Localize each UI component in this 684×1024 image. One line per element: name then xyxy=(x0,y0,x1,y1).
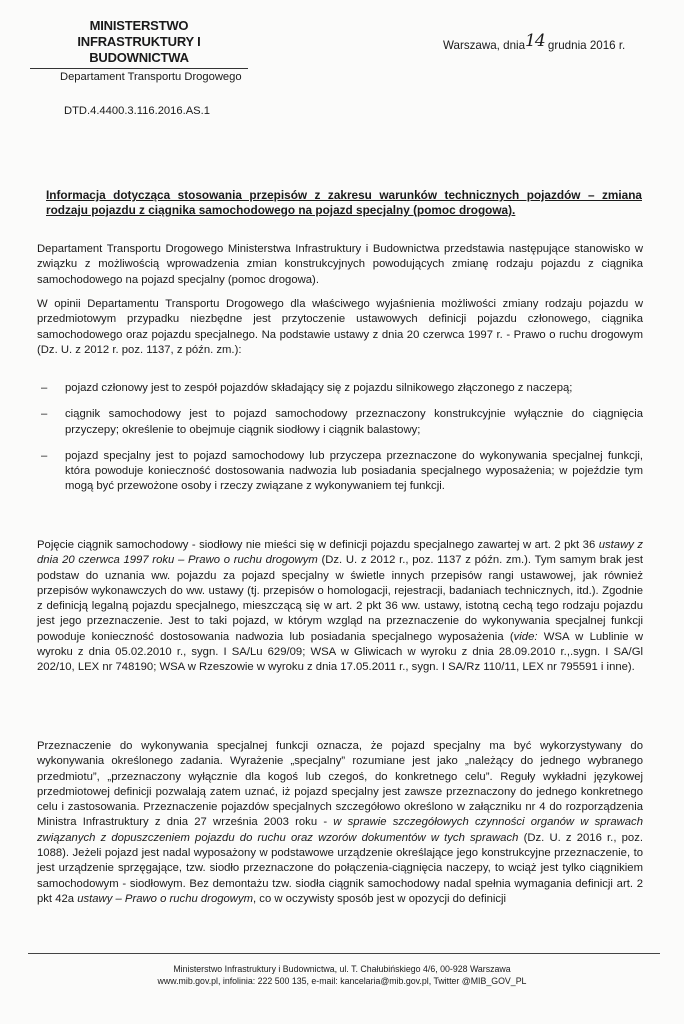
list-item xyxy=(37,407,643,438)
text-run: Pojęcie ciągnik samochodowy - siodłowy nie mieści się w definicji pojazdu specjalnego zawartej w art. 2 pkt 36 xyxy=(37,539,599,551)
document-title: Informacja dotycząca stosowania przepisów z zakresu warunków technicznych pojazdów – zmiana rodzaju pojazdu z ciągnika samochodowego na pojazd specjalny (pomoc drogowa). xyxy=(46,188,642,217)
text-run: (Dz. U. z 2016 r., poz. 1088). Jeżeli pojazd jest nadal wyposażony w podstawowe urządzenie określające jego konstrukcyjne przeznaczenie, to jest urządzenie sprzęgające, tzw. siodło przeznaczone do połączenia-ciągnięcia naczepy, to wciąż jest tylko ciągnikiem samochodowym - siodłowym. Bez demontażu tzw. siodła ciągnik samochodowy nadal spełnia wymagania definicji art. 2 pkt 42a xyxy=(37,831,643,905)
text-run: , co w oczywisty sposób jest w opozycji do definicji xyxy=(253,892,507,905)
list-item xyxy=(37,381,643,396)
page-footer xyxy=(0,963,684,987)
paragraph-tractor-concept xyxy=(37,538,643,676)
definition-text: pojazd członowy jest to zespół pojazdów składający się z pojazdu silnikowego złączonego z naczepą; xyxy=(65,382,573,394)
italic-citation: ustawy – Prawo o ruchu drogowym xyxy=(77,892,254,905)
footer-divider xyxy=(28,953,660,954)
italic-citation: ustawy z dnia 20 czerwca 1997 roku – Prawo o ruchu drogowym xyxy=(37,539,643,567)
list-item xyxy=(37,449,643,495)
text-run: Przeznaczenie do wykonywania specjalnej funkcji oznacza, że pojazd specjalny ma być wykorzystywany do wykonywania określonego zadania. Wyrażenie „specjalny” rozumiane jest jako „należący do jednego wybranego przedmiotu”, „przeznaczony wyłącznie dla kogoś lub czegoś, do konkretnego celu”. Reguły wykładni językowej przedmiotowej definicji pozwalają zatem uznać, iż pojazd specjalny jest zawsze przeznaczony do jednego konkretnego celu i zastosowania. Przeznaczenie pojazdów specjalnych szczegółowo określono w załączniku nr 4 do rozporządzenia Ministra Infrastruktury z dnia 27 września 2003 roku - xyxy=(37,740,643,829)
definitions-list xyxy=(37,381,643,506)
definition-text: pojazd specjalny jest to pojazd samochodowy lub przyczepa przeznaczone do wykonywania specjalnej funkcji, która powoduje konieczność dostosowania nadwozia lub posiadania specjalnego wyposażenia; w pojeździe tym mogą być przewożone osoby i rzeczy związane z wykonywaniem tej funkcji. xyxy=(65,449,643,493)
ministry-letterhead xyxy=(30,18,248,69)
document-date xyxy=(443,31,626,54)
dash-bullet: – xyxy=(41,382,48,394)
footer-address: Ministerstwo Infrastruktury i Budownictwa, ul. T. Chałubińskiego 4/6, 00-928 Warszawa xyxy=(173,964,511,974)
italic-vide: vide: xyxy=(513,630,538,643)
footer-contact: www.mib.gov.pl, infolinia: 222 500 135, e-mail: kancelaria@mib.gov.pl, Twitter @MIB_GOV_PL xyxy=(157,976,527,986)
date-suffix: grudnia 2016 r. xyxy=(547,39,626,52)
dash-bullet: – xyxy=(41,449,48,462)
department-name: Departament Transportu Drogowego xyxy=(60,71,242,83)
dash-bullet: – xyxy=(41,408,48,421)
text-run: WSA w Lublinie w wyroku z dnia 05.02.2010 r., sygn. I SA/Lu 629/09; WSA w Gliwicach w wyroku z dnia 28.09.2010 r.,.sygn. I SA/Gl 202/10, LEX nr 748190; WSA w Rzeszowie w wyroku z dnia 17.05.2011 r., sygn. I SA/Rz 110/11, LEX nr 795591 i inne). xyxy=(37,630,643,674)
letterhead-divider xyxy=(30,68,248,69)
ministry-name-line1: MINISTERSTWO xyxy=(89,18,189,33)
definition-text: ciągnik samochodowy jest to pojazd samochodowy przeznaczony konstrukcyjnie wyłącznie do ciągnięcia przyczepy; określenie to obejmuje ciągnik siodłowy i ciągnik balastowy; xyxy=(65,408,643,436)
text-run: (Dz. U. z 2012 r., poz. 1137 z późn. zm.). Tym samym brak jest podstaw do uznania ww. pojazdu za pojazd specjalny w świetle innych przepisów rangi ustawowej, jak również przepisów wykonawczych do ww. ustawy (tj. przepisów o homologacji, rejestracji, badaniach technicznych, itd.). Zgodnie z definicją legalną pojazdu specjalnego, mieszczącą się w art. 2 pkt 36 ww. ustawy, istotną cechą tego rodzaju pojazdu jest jego przeznaczenie. Jest to taki pojazd, w którym wzgląd na przeznaczenie do wykonywania specjalnej funkcji powoduje konieczność dostosowania nadwozia lub posiadania specjalnego wyposażenia ( xyxy=(37,554,643,643)
paragraph-intro: Departament Transportu Drogowego Ministerstwa Infrastruktury i Budownictwa przedstawia następujące stanowisko w związku z możliwością wprowadzenia zmian konstrukcyjnych powodujących zmianę rodzaju pojazdu z ciągnika samochodowego na pojazd specjalny (pomoc drogowa). xyxy=(37,243,643,286)
italic-citation: w sprawie szczegółowych czynności organów w sprawach związanych z dopuszczeniem pojazdu do ruchu oraz wzorów dokumentów w tych sprawach xyxy=(37,816,643,844)
paragraph-opinion: W opinii Departamentu Transportu Drogowego dla właściwego wyjaśnienia możliwości zmiany rodzaju pojazdu w przedmiotowym przypadku niezbędne jest przytoczenie ustawowych definicji pojazdu członowego, ciągnika samochodowego oraz pojazdu specjalnego. Na podstawie ustawy z dnia 20 czerwca 1997 r. - Prawo o ruchu drogowym (Dz. U. z 2012 r. poz. 1137, z późn. zm.): xyxy=(37,298,643,356)
paragraph-special-purpose xyxy=(37,739,643,907)
handwritten-day: 14 xyxy=(525,31,545,51)
ministry-name-line2: INFRASTRUKTURY I BUDOWNICTWA xyxy=(77,34,201,65)
case-signature: DTD.4.4400.3.116.2016.AS.1 xyxy=(64,105,210,117)
date-prefix: Warszawa, dnia xyxy=(443,39,526,52)
